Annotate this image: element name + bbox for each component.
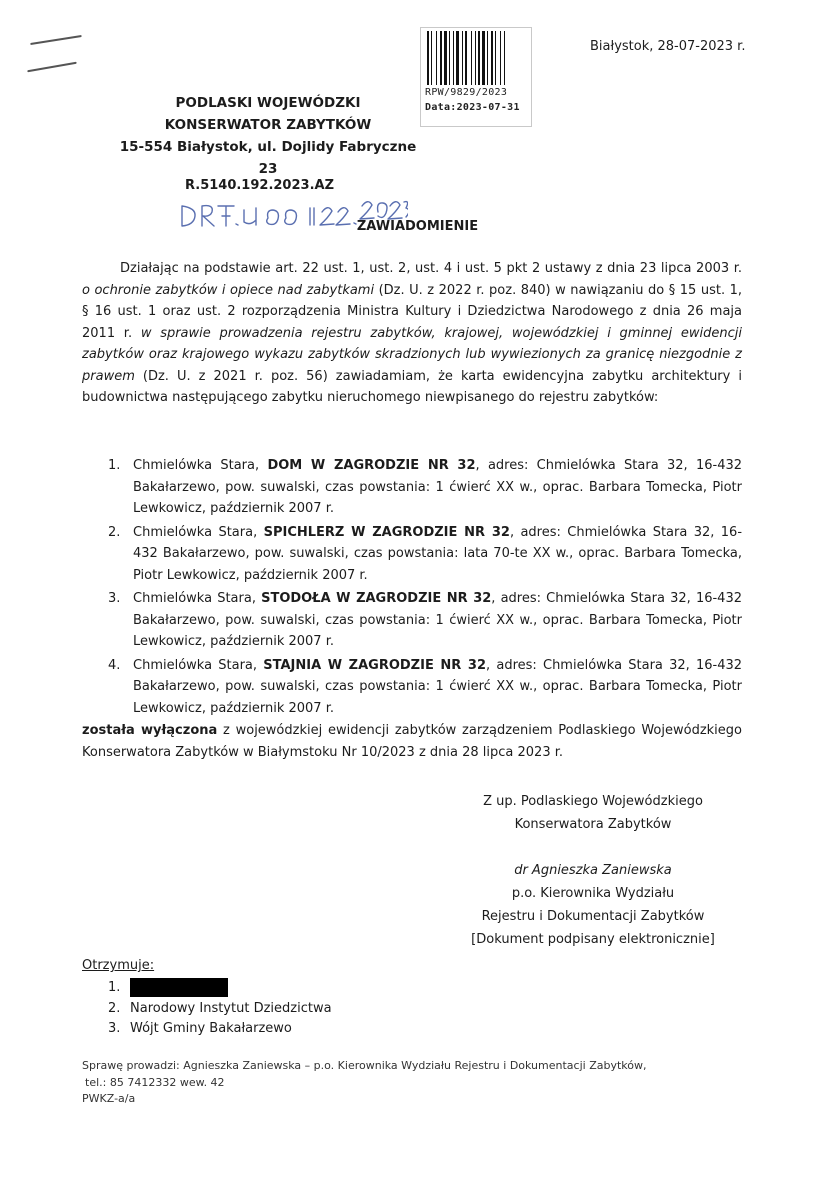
monument-item: [108, 522, 742, 587]
conclusion-text: z wojewódzkiej ewidencji zabytków zarządzeniem Podlaskiego Wojewódzkiego Konserwatora Zabytków w Białymstoku Nr 10/2023 z dnia 28 lipca 2023 r.: [82, 723, 742, 760]
signature-authority: Konserwatora Zabytków: [514, 817, 672, 832]
monument-item: [108, 588, 742, 653]
case-handler-phone: tel.: 85 7412332 wew. 42: [85, 1075, 225, 1089]
body-text-segment: (Dz. U. z 2022 r. poz. 840) w nawiązaniu do § 15 ust. 1, § 16 ust. 1 oraz ust. 2 rozporządzenia Ministra Kultury i Dziedzictwa Narodowego z dnia 26 maja 2011 r.: [82, 282, 742, 341]
item-location: Chmielówka Stara,: [133, 591, 262, 606]
registration-number: RPW/9829/2023: [425, 87, 508, 98]
case-reference: R.5140.192.2023.AZ: [185, 178, 334, 193]
body-text-segment: (Dz. U. z 2021 r. poz. 56) zawiadamiam, że karta ewidencyjna zabytku architektury i budownictwa następującego zabytku nieruchomego niewpisanego do rejestru zabytków:: [82, 368, 742, 405]
signatory-role: p.o. Kierownika Wydziału: [511, 886, 675, 901]
conclusion-emphasis: została wyłączona: [82, 723, 218, 738]
staple-mark: [30, 35, 82, 45]
recipient-item: [108, 999, 332, 1020]
recipients-list: [108, 978, 332, 1040]
recipient-name: Narodowy Instytut Dziedzictwa: [130, 1000, 332, 1016]
regulation-title: w sprawie prowadzenia rejestru zabytków, krajowej, wojewódzkiej i gminnej ewidencji zabytków oraz krajowego wykazu zabytków skradzionych lub wywiezionych za granicę niezgodnie z prawem: [82, 325, 742, 384]
recipients-label: Otrzymuje:: [82, 958, 155, 973]
item-location: Chmielówka Stara,: [133, 524, 264, 540]
registration-date: Data:2023-07-31: [425, 102, 520, 113]
document-title: ZAWIADOMIENIE: [356, 219, 479, 234]
recipient-number: 1.: [108, 980, 121, 995]
item-number: 3.: [108, 591, 121, 606]
item-location: Chmielówka Stara,: [133, 657, 264, 673]
case-handler-footer: [82, 1058, 646, 1108]
item-name: SPICHLERZ W ZAGRODZIE NR 32: [263, 524, 510, 540]
signatory-name: dr Agnieszka Zaniewska: [514, 863, 672, 878]
item-details: , adres: Chmielówka Stara 32, 16-432 Bakałarzewo, pow. suwalski, czas powstania: lata 70-te XX w., oprac. Barbara Tomecka, Piotr Lewkowicz, październik 2007 r.: [133, 524, 743, 583]
item-location: Chmielówka Stara,: [133, 458, 268, 473]
signature-authority: Z up. Podlaskiego Wojewódzkiego: [483, 794, 703, 809]
monument-list: [108, 455, 742, 721]
electronic-signature-note: [Dokument podpisany elektronicznie]: [471, 932, 715, 947]
signatory-role: Rejestru i Dokumentacji Zabytków: [481, 909, 705, 924]
item-name: STAJNIA W ZAGRODZIE NR 32: [263, 657, 487, 673]
item-details: , adres: Chmielówka Stara 32, 16-432 Bakałarzewo, pow. suwalski, czas powstania: 1 ćwierć XX w., oprac. Barbara Tomecka, Piotr Lewkowicz, październik 2007 r.: [133, 657, 743, 716]
issuer-line: KONSERWATOR ZABYTKÓW: [164, 117, 372, 133]
recipient-name: Wójt Gminy Bakałarzewo: [130, 1021, 292, 1036]
item-name: STODOŁA W ZAGRODZIE NR 32: [261, 591, 492, 606]
recipient-number: 3.: [108, 1021, 121, 1036]
monument-item: [108, 455, 742, 520]
recipient-item: [108, 978, 332, 999]
issuer-block: [108, 92, 428, 180]
redacted-recipient: [130, 978, 228, 997]
act-title: o ochronie zabytków i opiece nad zabytkami: [82, 282, 375, 298]
monument-item: [108, 655, 742, 720]
signature-block: [440, 790, 746, 951]
item-number: 4.: [108, 657, 121, 673]
item-details: , adres: Chmielówka Stara 32, 16-432 Bakałarzewo, pow. suwalski, czas powstania: 1 ćwierć XX w., oprac. Barbara Tomecka, Piotr Lewkowicz, październik 2007 r.: [133, 458, 743, 516]
barcode: [427, 31, 525, 85]
case-handler: Sprawę prowadzi: Agnieszka Zaniewska – p.o. Kierownika Wydziału Rejestru i Dokumentacji Zabytków,: [82, 1059, 647, 1072]
staple-mark: [27, 62, 77, 73]
issuer-line: PODLASKI WOJEWÓDZKI: [175, 95, 361, 111]
item-number: 2.: [108, 524, 121, 540]
item-name: DOM W ZAGRODZIE NR 32: [267, 458, 476, 473]
notice-body: [82, 258, 742, 409]
case-handler-code: PWKZ-a/a: [82, 1092, 136, 1105]
recipient-number: 2.: [108, 1000, 121, 1016]
place-and-date: Białystok, 28-07-2023 r.: [590, 39, 746, 54]
issuer-address: 15-554 Białystok, ul. Dojlidy Fabryczne 23: [119, 139, 417, 177]
registration-stamp: [420, 27, 532, 127]
item-number: 1.: [108, 458, 121, 473]
item-details: , adres: Chmielówka Stara 32, 16-432 Bakałarzewo, pow. suwalski, czas powstania: 1 ćwierć XX w., oprac. Barbara Tomecka, Piotr Lewkowicz, październik 2007 r.: [133, 591, 742, 649]
body-text-segment: Działając na podstawie art. 22 ust. 1, ust. 2, ust. 4 i ust. 5 pkt 2 ustawy z dnia 23 lipca 2003 r.: [120, 261, 742, 276]
notice-paragraph: [82, 258, 742, 409]
conclusion-paragraph: [82, 720, 742, 763]
recipient-item: [108, 1019, 332, 1040]
